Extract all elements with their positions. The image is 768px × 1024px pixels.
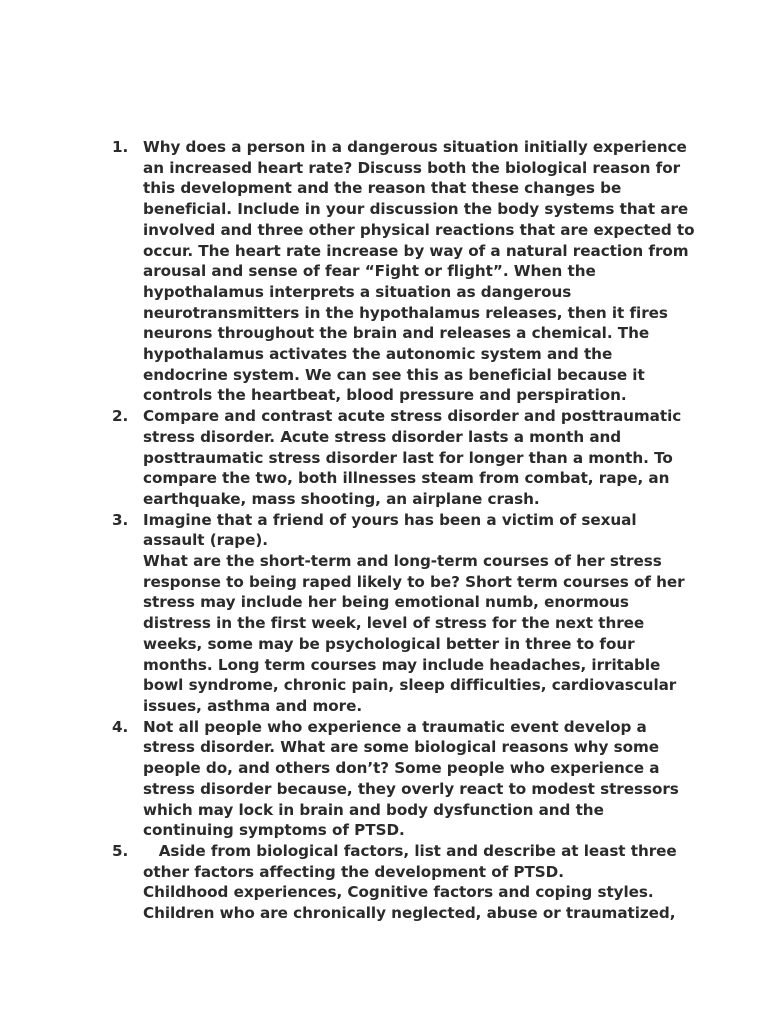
text-line: an increased heart rate? Discuss both the biological reason for (143, 158, 681, 177)
text-line: neurons throughout the brain and releases a chemical. The (143, 324, 650, 343)
question-number: 3. (112, 510, 129, 529)
question-number: 4. (112, 717, 129, 736)
text-line: Not all people who experience a traumatic event develop a (143, 717, 647, 736)
text-line: stress disorder because, they overly react to modest stressors (143, 779, 679, 798)
text-line: Aside from biological factors, list and describe at least three (143, 841, 677, 860)
text-line: continuing symptoms of PTSD. (143, 821, 405, 840)
text-line: this development and the reason that these changes be (143, 179, 622, 198)
text-line: occur. The heart rate increase by way of a natural reaction from (143, 241, 689, 260)
question-answer-text (143, 510, 685, 717)
text-line: involved and three other physical reactions that are expected to (143, 220, 695, 239)
question-item-2 (112, 406, 682, 510)
question-number: 1. (112, 138, 129, 156)
text-line: endocrine system. We can see this as beneficial because it (143, 365, 645, 384)
question-item-1 (112, 137, 695, 406)
text-line: What are the short-term and long-term courses of her stress (143, 552, 662, 571)
text-line: earthquake, mass shooting, an airplane crash. (143, 489, 540, 508)
text-line: stress disorder. What are some biological reasons why some (143, 738, 659, 757)
text-line: weeks, some may be psychological better in three to four (143, 634, 635, 653)
text-line: people do, and others don’t? Some people who experience a (143, 759, 660, 778)
question-answer-text (143, 406, 682, 510)
text-line: bowl syndrome, chronic pain, sleep difficulties, cardiovascular (143, 676, 677, 695)
text-line: issues, asthma and more. (143, 696, 363, 715)
text-line: beneficial. Include in your discussion the body systems that are (143, 200, 689, 219)
question-item-3 (112, 510, 685, 717)
question-item-4 (112, 717, 678, 841)
text-line: Compare and contrast acute stress disorder and posttraumatic (143, 407, 682, 426)
question-number: 5. (112, 841, 129, 860)
text-line: Childhood experiences, Cognitive factors and coping styles. (143, 883, 654, 902)
text-line: hypothalamus activates the autonomic system and the (143, 345, 613, 364)
text-line: which may lock in brain and body dysfunction and the (143, 800, 604, 819)
text-line: hypothalamus interprets a situation as dangerous (143, 282, 572, 301)
text-line: other factors affecting the development of PTSD. (143, 862, 564, 881)
question-item-5 (112, 841, 678, 924)
question-list (112, 137, 695, 924)
text-line: compare the two, both illnesses steam from combat, rape, an (143, 469, 670, 488)
text-line: distress in the first week, level of stress for the next three (143, 614, 645, 633)
text-line: Children who are chronically neglected, abuse or traumatized, (143, 904, 676, 923)
question-answer-text (143, 717, 678, 841)
text-line: months. Long term courses may include headaches, irritable (143, 655, 661, 674)
text-line: response to being raped likely to be? Short term courses of her (143, 572, 685, 591)
text-line: stress may include her being emotional numb, enormous (143, 593, 629, 612)
text-line: controls the heartbeat, blood pressure and perspiration. (143, 386, 627, 405)
question-answer-text (143, 841, 678, 924)
text-line: arousal and sense of fear “Fight or flight”. When the (143, 262, 596, 281)
text-line: assault (rape). (143, 531, 268, 550)
text-line: stress disorder. Acute stress disorder lasts a month and (143, 427, 622, 446)
text-line: neurotransmitters in the hypothalamus releases, then it fires (143, 303, 668, 322)
question-number: 2. (112, 407, 129, 426)
question-answer-text (143, 137, 695, 406)
text-line: posttraumatic stress disorder last for longer than a month. To (143, 448, 673, 467)
text-line: Imagine that a friend of yours has been a victim of sexual (143, 510, 637, 529)
text-line: Why does a person in a dangerous situation initially experience (143, 138, 687, 156)
